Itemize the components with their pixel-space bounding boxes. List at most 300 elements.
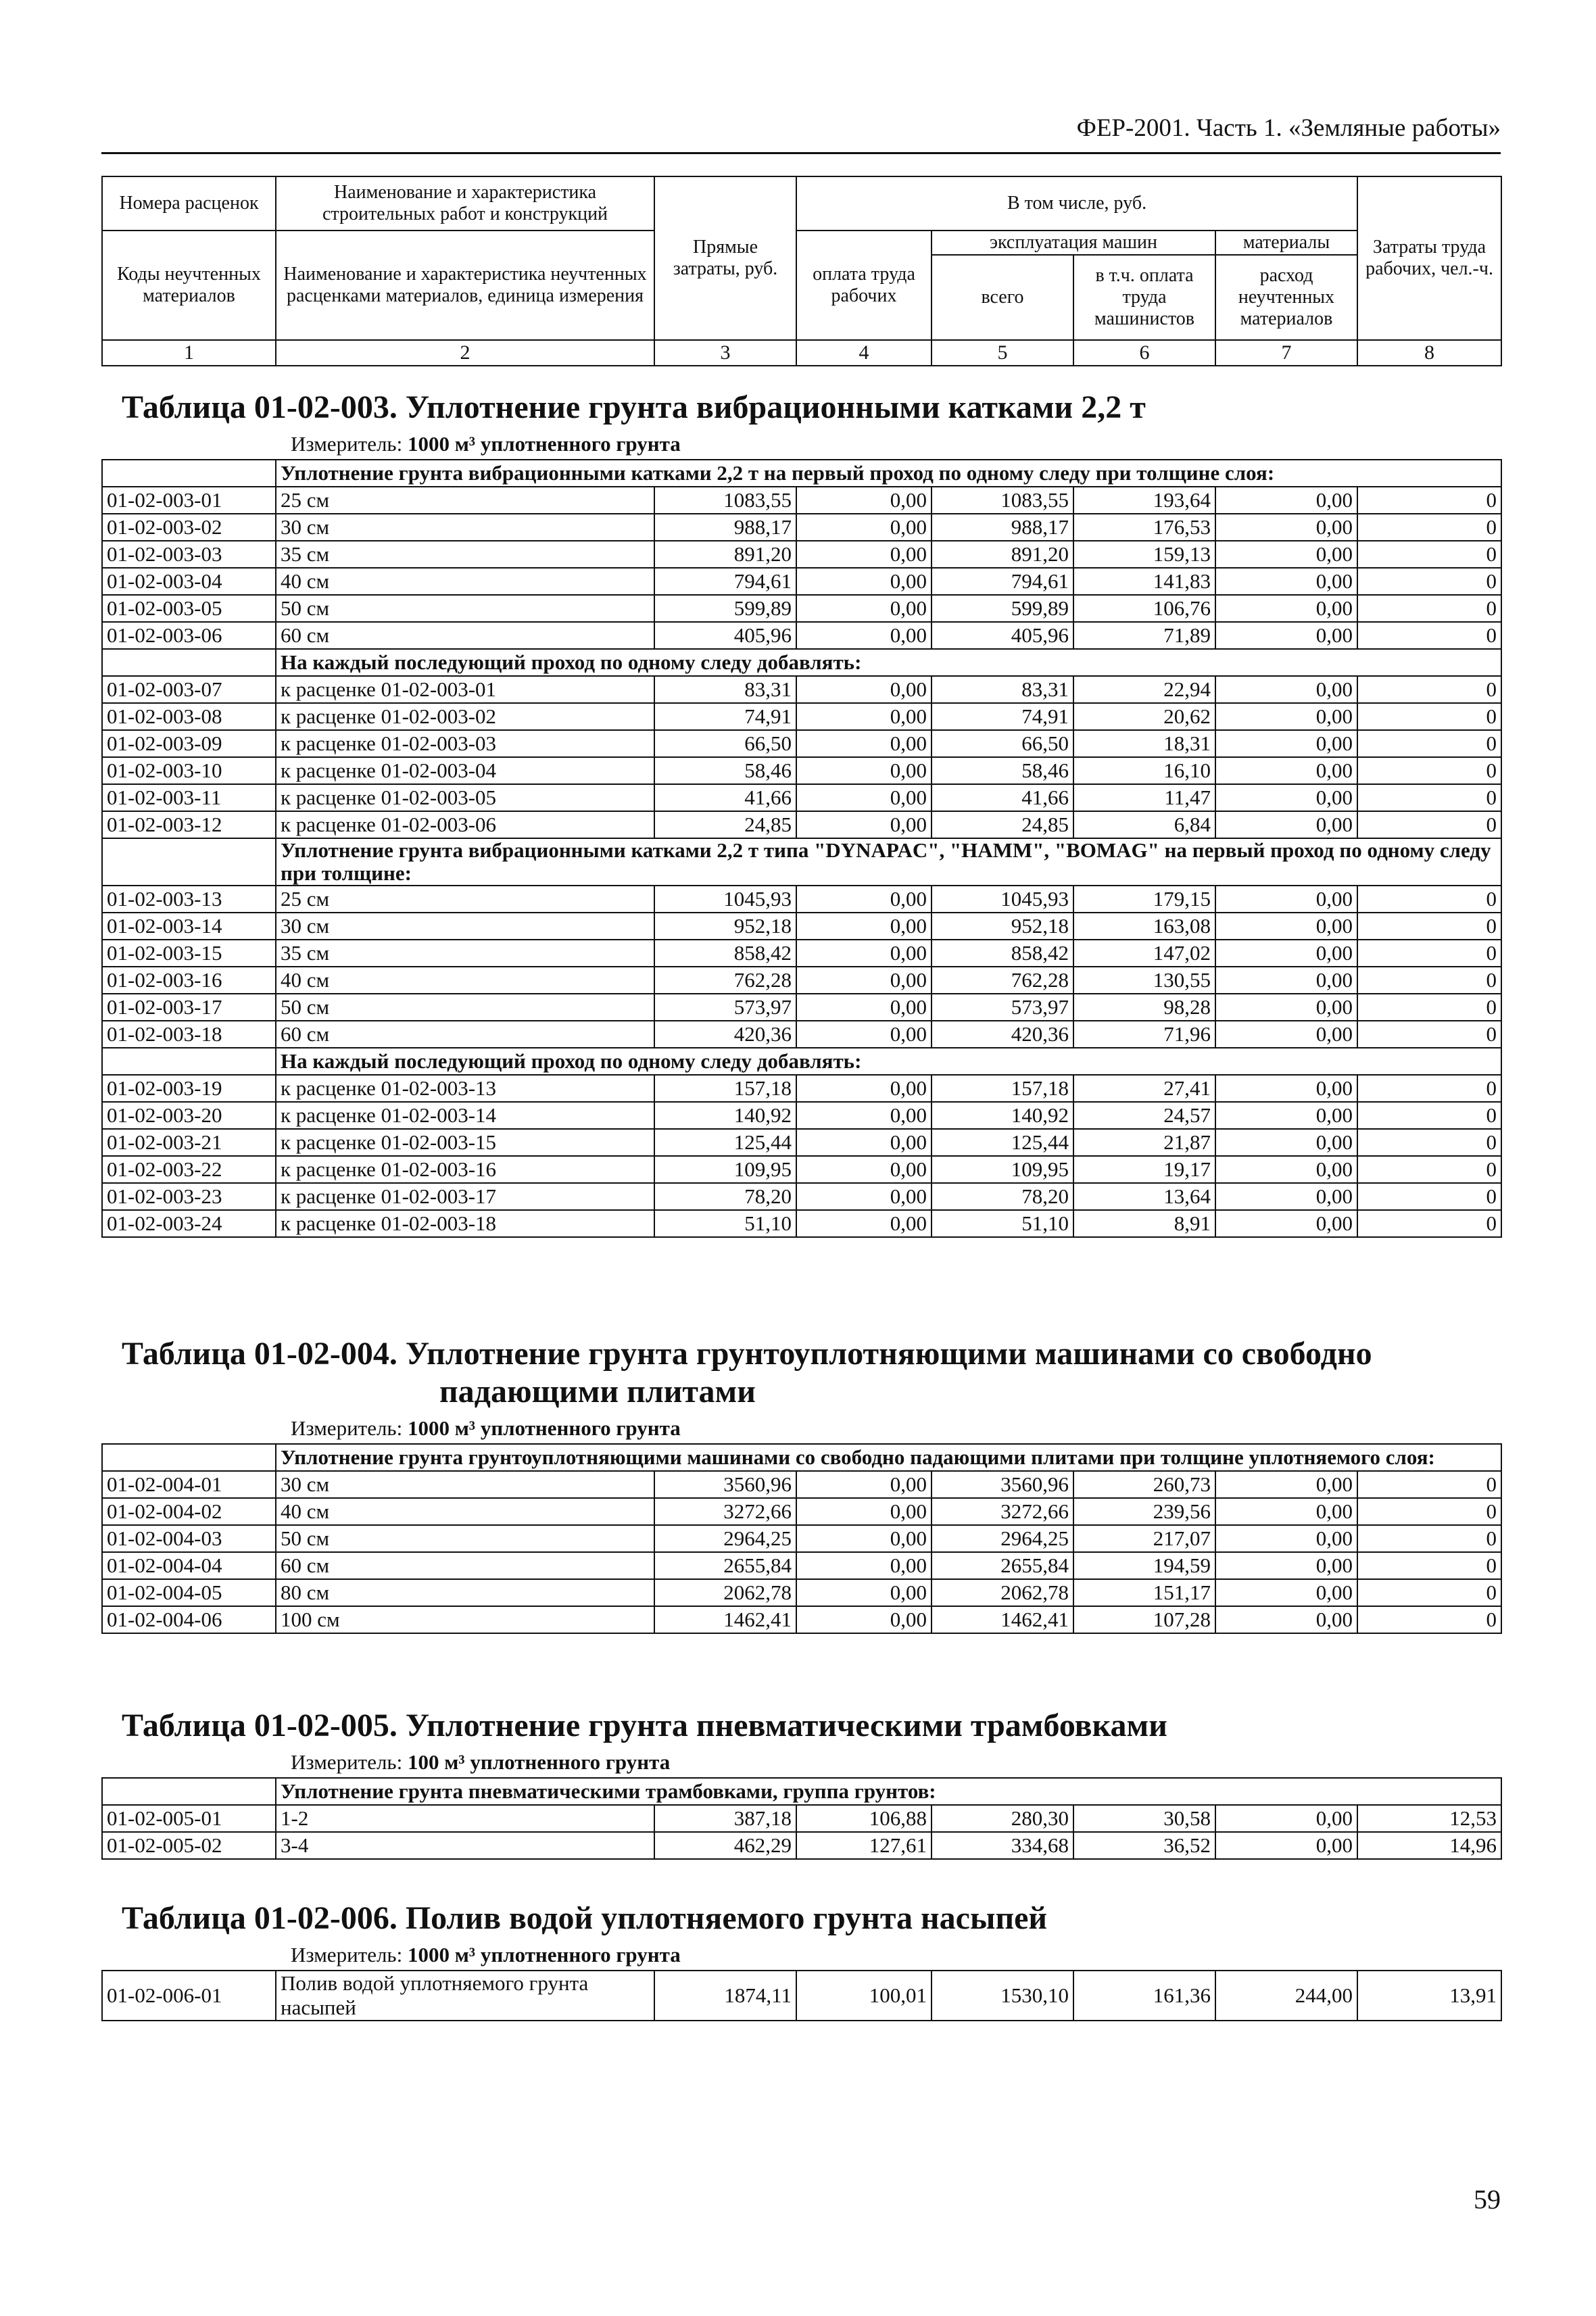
unit-value: 1000 м³ уплотненного грунта — [407, 1943, 681, 1967]
materials-cost: 0,00 — [1215, 1156, 1357, 1183]
section-heading: Уплотнение грунта грунтоуплотняющими машинами со свободно падающими плитами при толщине уплотняемого слоя: — [276, 1444, 1501, 1471]
labor-pay: 0,00 — [796, 1210, 932, 1237]
machinist-pay: 30,58 — [1073, 1805, 1215, 1832]
direct-cost: 157,18 — [654, 1075, 796, 1102]
direct-cost: 387,18 — [654, 1805, 796, 1832]
table-row — [102, 994, 1501, 1021]
rate-table — [101, 459, 1502, 1238]
rate-code: 01-02-003-09 — [102, 730, 276, 757]
table-row — [102, 1129, 1501, 1156]
header-col3: Прямые затраты, руб. — [654, 176, 796, 340]
labor-hours: 0 — [1357, 1129, 1501, 1156]
direct-cost: 952,18 — [654, 913, 796, 940]
labor-pay: 0,00 — [796, 967, 932, 994]
labor-hours: 0 — [1357, 730, 1501, 757]
header-group: В том числе, руб. — [796, 176, 1357, 231]
direct-cost: 41,66 — [654, 784, 796, 811]
materials-cost: 0,00 — [1215, 541, 1357, 568]
table-row — [102, 913, 1501, 940]
labor-hours: 0 — [1357, 595, 1501, 622]
column-header-table — [101, 176, 1502, 366]
machine-total: 1530,10 — [932, 1971, 1073, 2021]
unit-value: 1000 м³ уплотненного грунта — [407, 1416, 681, 1440]
table-row — [102, 595, 1501, 622]
table-title: Таблица 01-02-004. Уплотнение грунта грунтоуплотняющими машинами со свободно — [122, 1336, 1372, 1372]
labor-pay: 0,00 — [796, 886, 932, 913]
machine-total: 573,97 — [932, 994, 1073, 1021]
machine-total: 420,36 — [932, 1021, 1073, 1048]
direct-cost: 2964,25 — [654, 1525, 796, 1552]
materials-cost: 0,00 — [1215, 1183, 1357, 1210]
machine-total: 1462,41 — [932, 1606, 1073, 1633]
section-heading-spacer — [102, 838, 276, 886]
header-col2-bottom: Наименование и характеристика неучтенных расценками материалов, единица измерения — [276, 231, 654, 340]
rate-code: 01-02-005-01 — [102, 1805, 276, 1832]
header-col7: расход неучтенных материалов — [1215, 255, 1357, 340]
header-materials: материалы — [1215, 231, 1357, 255]
work-description: к расценке 01-02-003-01 — [276, 676, 654, 703]
machinist-pay: 71,89 — [1073, 622, 1215, 649]
labor-pay: 0,00 — [796, 1552, 932, 1579]
direct-cost: 3272,66 — [654, 1498, 796, 1525]
direct-cost: 405,96 — [654, 622, 796, 649]
labor-hours: 0 — [1357, 514, 1501, 541]
machine-total: 762,28 — [932, 967, 1073, 994]
table-row — [102, 784, 1501, 811]
labor-hours: 0 — [1357, 886, 1501, 913]
header-col2-top: Наименование и характеристика строительных работ и конструкций — [276, 176, 654, 231]
direct-cost: 3560,96 — [654, 1471, 796, 1498]
work-description: 30 см — [276, 514, 654, 541]
materials-cost: 0,00 — [1215, 1552, 1357, 1579]
labor-hours: 0 — [1357, 541, 1501, 568]
table-row — [102, 487, 1501, 514]
table-row — [102, 1156, 1501, 1183]
direct-cost: 988,17 — [654, 514, 796, 541]
labor-hours: 0 — [1357, 1525, 1501, 1552]
section-heading-spacer — [102, 1778, 276, 1805]
work-description: 1-2 — [276, 1805, 654, 1832]
rate-code: 01-02-003-05 — [102, 595, 276, 622]
table-row — [102, 1498, 1501, 1525]
machinist-pay: 151,17 — [1073, 1579, 1215, 1606]
direct-cost: 891,20 — [654, 541, 796, 568]
table-row — [102, 703, 1501, 730]
work-description: к расценке 01-02-003-02 — [276, 703, 654, 730]
rate-code: 01-02-003-07 — [102, 676, 276, 703]
work-description: 35 см — [276, 541, 654, 568]
section-heading: Уплотнение грунта пневматическими трамбовками, группа грунтов: — [276, 1778, 1501, 1805]
section-heading: Уплотнение грунта вибрационными катками 2,2 т на первый проход по одному следу при толщине слоя: — [276, 460, 1501, 487]
machine-total: 794,61 — [932, 568, 1073, 595]
rate-code: 01-02-004-03 — [102, 1525, 276, 1552]
labor-hours: 0 — [1357, 1210, 1501, 1237]
labor-pay: 106,88 — [796, 1805, 932, 1832]
section-heading-spacer — [102, 649, 276, 676]
unit-of-measure — [101, 1943, 1502, 1967]
labor-pay: 0,00 — [796, 1021, 932, 1048]
rate-code: 01-02-003-12 — [102, 811, 276, 838]
rate-table-block — [101, 1900, 1502, 2021]
table-row — [102, 622, 1501, 649]
labor-pay: 127,61 — [796, 1832, 932, 1859]
unit-of-measure — [101, 1416, 1502, 1441]
rate-code: 01-02-004-06 — [102, 1606, 276, 1633]
direct-cost: 1874,11 — [654, 1971, 796, 2021]
machinist-pay: 179,15 — [1073, 886, 1215, 913]
machine-total: 2655,84 — [932, 1552, 1073, 1579]
rate-code: 01-02-003-04 — [102, 568, 276, 595]
table-row — [102, 1210, 1501, 1237]
section-heading: На каждый последующий проход по одному следу добавлять: — [276, 649, 1501, 676]
work-description: 25 см — [276, 886, 654, 913]
rate-code: 01-02-005-02 — [102, 1832, 276, 1859]
materials-cost: 0,00 — [1215, 1525, 1357, 1552]
labor-pay: 0,00 — [796, 994, 932, 1021]
labor-hours: 0 — [1357, 1471, 1501, 1498]
labor-hours: 0 — [1357, 940, 1501, 967]
labor-hours: 0 — [1357, 811, 1501, 838]
machine-total: 280,30 — [932, 1805, 1073, 1832]
direct-cost: 2655,84 — [654, 1552, 796, 1579]
machinist-pay: 176,53 — [1073, 514, 1215, 541]
labor-hours: 13,91 — [1357, 1971, 1501, 2021]
header-machines: эксплуатация машин — [932, 231, 1215, 255]
direct-cost: 109,95 — [654, 1156, 796, 1183]
work-description: 25 см — [276, 487, 654, 514]
materials-cost: 0,00 — [1215, 994, 1357, 1021]
machine-total: 78,20 — [932, 1183, 1073, 1210]
materials-cost: 0,00 — [1215, 967, 1357, 994]
table-row — [102, 940, 1501, 967]
machine-total: 41,66 — [932, 784, 1073, 811]
table-row — [102, 1525, 1501, 1552]
materials-cost: 0,00 — [1215, 784, 1357, 811]
column-number: 6 — [1073, 340, 1215, 366]
materials-cost: 0,00 — [1215, 1075, 1357, 1102]
rate-code: 01-02-003-06 — [102, 622, 276, 649]
table-row — [102, 1552, 1501, 1579]
machinist-pay: 18,31 — [1073, 730, 1215, 757]
materials-cost: 0,00 — [1215, 1805, 1357, 1832]
labor-pay: 0,00 — [796, 1156, 932, 1183]
direct-cost: 462,29 — [654, 1832, 796, 1859]
machinist-pay: 107,28 — [1073, 1606, 1215, 1633]
work-description: 50 см — [276, 1525, 654, 1552]
machinist-pay: 130,55 — [1073, 967, 1215, 994]
table-title: Таблица 01-02-006. Полив водой уплотняемого грунта насыпей — [122, 1900, 1048, 1936]
rate-code: 01-02-003-16 — [102, 967, 276, 994]
rate-code: 01-02-003-21 — [102, 1129, 276, 1156]
machine-total: 125,44 — [932, 1129, 1073, 1156]
work-description: 30 см — [276, 1471, 654, 1498]
work-description: к расценке 01-02-003-17 — [276, 1183, 654, 1210]
section-heading: На каждый последующий проход по одному следу добавлять: — [276, 1048, 1501, 1075]
unit-of-measure — [101, 1750, 1502, 1775]
work-description: к расценке 01-02-003-06 — [276, 811, 654, 838]
table-row — [102, 1102, 1501, 1129]
labor-hours: 0 — [1357, 967, 1501, 994]
direct-cost: 24,85 — [654, 811, 796, 838]
work-description: 60 см — [276, 622, 654, 649]
unit-of-measure — [101, 432, 1502, 456]
direct-cost: 1083,55 — [654, 487, 796, 514]
labor-hours: 0 — [1357, 1579, 1501, 1606]
labor-hours: 0 — [1357, 622, 1501, 649]
work-description: 30 см — [276, 913, 654, 940]
materials-cost: 0,00 — [1215, 703, 1357, 730]
work-description: 3-4 — [276, 1832, 654, 1859]
work-description: к расценке 01-02-003-14 — [276, 1102, 654, 1129]
section-heading-spacer — [102, 1444, 276, 1471]
rate-code: 01-02-003-10 — [102, 757, 276, 784]
unit-prefix: Измеритель: — [291, 1416, 403, 1440]
labor-hours: 0 — [1357, 703, 1501, 730]
machine-total: 58,46 — [932, 757, 1073, 784]
direct-cost: 83,31 — [654, 676, 796, 703]
labor-pay: 0,00 — [796, 730, 932, 757]
labor-hours: 0 — [1357, 994, 1501, 1021]
machine-total: 2062,78 — [932, 1579, 1073, 1606]
table-row — [102, 730, 1501, 757]
materials-cost: 0,00 — [1215, 595, 1357, 622]
work-description: 40 см — [276, 967, 654, 994]
table-row — [102, 1471, 1501, 1498]
table-row — [102, 1579, 1501, 1606]
labor-hours: 0 — [1357, 1552, 1501, 1579]
rate-code: 01-02-003-08 — [102, 703, 276, 730]
labor-pay: 0,00 — [796, 1102, 932, 1129]
materials-cost: 0,00 — [1215, 1210, 1357, 1237]
materials-cost: 0,00 — [1215, 1579, 1357, 1606]
materials-cost: 0,00 — [1215, 1498, 1357, 1525]
machinist-pay: 147,02 — [1073, 940, 1215, 967]
header-col1-bottom: Коды неучтенных материалов — [102, 231, 276, 340]
machine-total: 952,18 — [932, 913, 1073, 940]
materials-cost: 244,00 — [1215, 1971, 1357, 2021]
table-row — [102, 1971, 1501, 2021]
machinist-pay: 6,84 — [1073, 811, 1215, 838]
labor-hours: 0 — [1357, 1183, 1501, 1210]
work-description: 60 см — [276, 1021, 654, 1048]
direct-cost: 51,10 — [654, 1210, 796, 1237]
table-row — [102, 757, 1501, 784]
rate-code: 01-02-006-01 — [102, 1971, 276, 2021]
header-col1-top: Номера расценок — [102, 176, 276, 231]
labor-pay: 100,01 — [796, 1971, 932, 2021]
header-col4: оплата труда рабочих — [796, 231, 932, 340]
machinist-pay: 20,62 — [1073, 703, 1215, 730]
machine-total: 3272,66 — [932, 1498, 1073, 1525]
work-description: к расценке 01-02-003-13 — [276, 1075, 654, 1102]
rate-table — [101, 1443, 1502, 1634]
rate-code: 01-02-003-22 — [102, 1156, 276, 1183]
labor-hours: 0 — [1357, 568, 1501, 595]
work-description: 50 см — [276, 994, 654, 1021]
table-row — [102, 1606, 1501, 1633]
direct-cost: 66,50 — [654, 730, 796, 757]
materials-cost: 0,00 — [1215, 676, 1357, 703]
unit-prefix: Измеритель: — [291, 1943, 403, 1967]
rate-code: 01-02-003-23 — [102, 1183, 276, 1210]
direct-cost: 1045,93 — [654, 886, 796, 913]
materials-cost: 0,00 — [1215, 730, 1357, 757]
machine-total: 83,31 — [932, 676, 1073, 703]
unit-value: 100 м³ уплотненного грунта — [407, 1750, 671, 1774]
machinist-pay: 217,07 — [1073, 1525, 1215, 1552]
direct-cost: 74,91 — [654, 703, 796, 730]
materials-cost: 0,00 — [1215, 1021, 1357, 1048]
machine-total: 988,17 — [932, 514, 1073, 541]
direct-cost: 125,44 — [654, 1129, 796, 1156]
work-description: 100 см — [276, 1606, 654, 1633]
rate-code: 01-02-003-18 — [102, 1021, 276, 1048]
labor-hours: 14,96 — [1357, 1832, 1501, 1859]
table-row — [102, 514, 1501, 541]
work-description: 35 см — [276, 940, 654, 967]
rate-code: 01-02-003-02 — [102, 514, 276, 541]
rate-table-block — [101, 389, 1502, 1238]
machine-total: 74,91 — [932, 703, 1073, 730]
materials-cost: 0,00 — [1215, 568, 1357, 595]
table-row — [102, 967, 1501, 994]
direct-cost: 1462,41 — [654, 1606, 796, 1633]
labor-hours: 0 — [1357, 676, 1501, 703]
labor-pay: 0,00 — [796, 595, 932, 622]
machinist-pay: 194,59 — [1073, 1552, 1215, 1579]
machine-total: 1045,93 — [932, 886, 1073, 913]
direct-cost: 78,20 — [654, 1183, 796, 1210]
rate-code: 01-02-003-01 — [102, 487, 276, 514]
work-description: 50 см — [276, 595, 654, 622]
machine-total: 334,68 — [932, 1832, 1073, 1859]
machine-total: 405,96 — [932, 622, 1073, 649]
materials-cost: 0,00 — [1215, 1606, 1357, 1633]
labor-pay: 0,00 — [796, 784, 932, 811]
unit-prefix: Измеритель: — [291, 432, 403, 456]
materials-cost: 0,00 — [1215, 1471, 1357, 1498]
labor-hours: 0 — [1357, 487, 1501, 514]
machinist-pay: 260,73 — [1073, 1471, 1215, 1498]
work-description: к расценке 01-02-003-15 — [276, 1129, 654, 1156]
unit-prefix: Измеритель: — [291, 1750, 403, 1774]
labor-pay: 0,00 — [796, 757, 932, 784]
direct-cost: 573,97 — [654, 994, 796, 1021]
work-description: к расценке 01-02-003-18 — [276, 1210, 654, 1237]
labor-hours: 12,53 — [1357, 1805, 1501, 1832]
section-heading: Уплотнение грунта вибрационными катками 2,2 т типа "DYNAPAC", "HAMM", "BOMAG" на первый проход по одному следу при толщине: — [276, 838, 1501, 886]
labor-pay: 0,00 — [796, 1129, 932, 1156]
labor-pay: 0,00 — [796, 676, 932, 703]
direct-cost: 762,28 — [654, 967, 796, 994]
rate-table — [101, 1970, 1502, 2021]
machinist-pay: 11,47 — [1073, 784, 1215, 811]
column-number: 1 — [102, 340, 276, 366]
machinist-pay: 71,96 — [1073, 1021, 1215, 1048]
materials-cost: 0,00 — [1215, 1832, 1357, 1859]
work-description: 40 см — [276, 1498, 654, 1525]
labor-pay: 0,00 — [796, 1579, 932, 1606]
labor-hours: 0 — [1357, 1498, 1501, 1525]
page-number: 59 — [1474, 2184, 1501, 2215]
labor-hours: 0 — [1357, 913, 1501, 940]
rate-code: 01-02-004-04 — [102, 1552, 276, 1579]
unit-value: 1000 м³ уплотненного грунта — [407, 432, 681, 456]
materials-cost: 0,00 — [1215, 1129, 1357, 1156]
machinist-pay: 24,57 — [1073, 1102, 1215, 1129]
column-number: 8 — [1357, 340, 1501, 366]
machine-total: 51,10 — [932, 1210, 1073, 1237]
labor-pay: 0,00 — [796, 1606, 932, 1633]
column-number: 4 — [796, 340, 932, 366]
header-col5: всего — [932, 255, 1073, 340]
labor-hours: 0 — [1357, 1156, 1501, 1183]
rate-code: 01-02-003-14 — [102, 913, 276, 940]
rate-code: 01-02-004-05 — [102, 1579, 276, 1606]
labor-pay: 0,00 — [796, 811, 932, 838]
rate-table-block — [101, 1707, 1502, 1860]
labor-hours: 0 — [1357, 784, 1501, 811]
machine-total: 140,92 — [932, 1102, 1073, 1129]
table-row — [102, 676, 1501, 703]
labor-pay: 0,00 — [796, 1075, 932, 1102]
materials-cost: 0,00 — [1215, 487, 1357, 514]
machinist-pay: 159,13 — [1073, 541, 1215, 568]
work-description: Полив водой уплотняемого грунта насыпей — [276, 1971, 654, 2021]
machinist-pay: 27,41 — [1073, 1075, 1215, 1102]
machine-total: 599,89 — [932, 595, 1073, 622]
work-description: 40 см — [276, 568, 654, 595]
machinist-pay: 239,56 — [1073, 1498, 1215, 1525]
labor-pay: 0,00 — [796, 940, 932, 967]
column-number: 2 — [276, 340, 654, 366]
work-description: к расценке 01-02-003-04 — [276, 757, 654, 784]
column-number: 7 — [1215, 340, 1357, 366]
materials-cost: 0,00 — [1215, 1102, 1357, 1129]
labor-pay: 0,00 — [796, 913, 932, 940]
column-number: 5 — [932, 340, 1073, 366]
rate-code: 01-02-003-20 — [102, 1102, 276, 1129]
table-row — [102, 568, 1501, 595]
rate-code: 01-02-003-17 — [102, 994, 276, 1021]
machinist-pay: 106,76 — [1073, 595, 1215, 622]
machine-total: 2964,25 — [932, 1525, 1073, 1552]
direct-cost: 794,61 — [654, 568, 796, 595]
labor-pay: 0,00 — [796, 487, 932, 514]
rate-code: 01-02-004-01 — [102, 1471, 276, 1498]
machine-total: 891,20 — [932, 541, 1073, 568]
materials-cost: 0,00 — [1215, 811, 1357, 838]
rate-code: 01-02-003-24 — [102, 1210, 276, 1237]
header-col8: Затраты труда рабочих, чел.-ч. — [1357, 176, 1501, 340]
section-heading-spacer — [102, 1048, 276, 1075]
labor-hours: 0 — [1357, 1021, 1501, 1048]
work-description: к расценке 01-02-003-05 — [276, 784, 654, 811]
rate-table-block — [101, 1335, 1502, 1634]
table-row — [102, 811, 1501, 838]
direct-cost: 58,46 — [654, 757, 796, 784]
direct-cost: 2062,78 — [654, 1579, 796, 1606]
table-row — [102, 1832, 1501, 1859]
table-title: Таблица 01-02-003. Уплотнение грунта вибрационными катками 2,2 т — [122, 389, 1146, 425]
machinist-pay: 22,94 — [1073, 676, 1215, 703]
labor-pay: 0,00 — [796, 703, 932, 730]
direct-cost: 599,89 — [654, 595, 796, 622]
machinist-pay: 8,91 — [1073, 1210, 1215, 1237]
materials-cost: 0,00 — [1215, 886, 1357, 913]
machine-total: 858,42 — [932, 940, 1073, 967]
header-rule — [101, 152, 1501, 154]
